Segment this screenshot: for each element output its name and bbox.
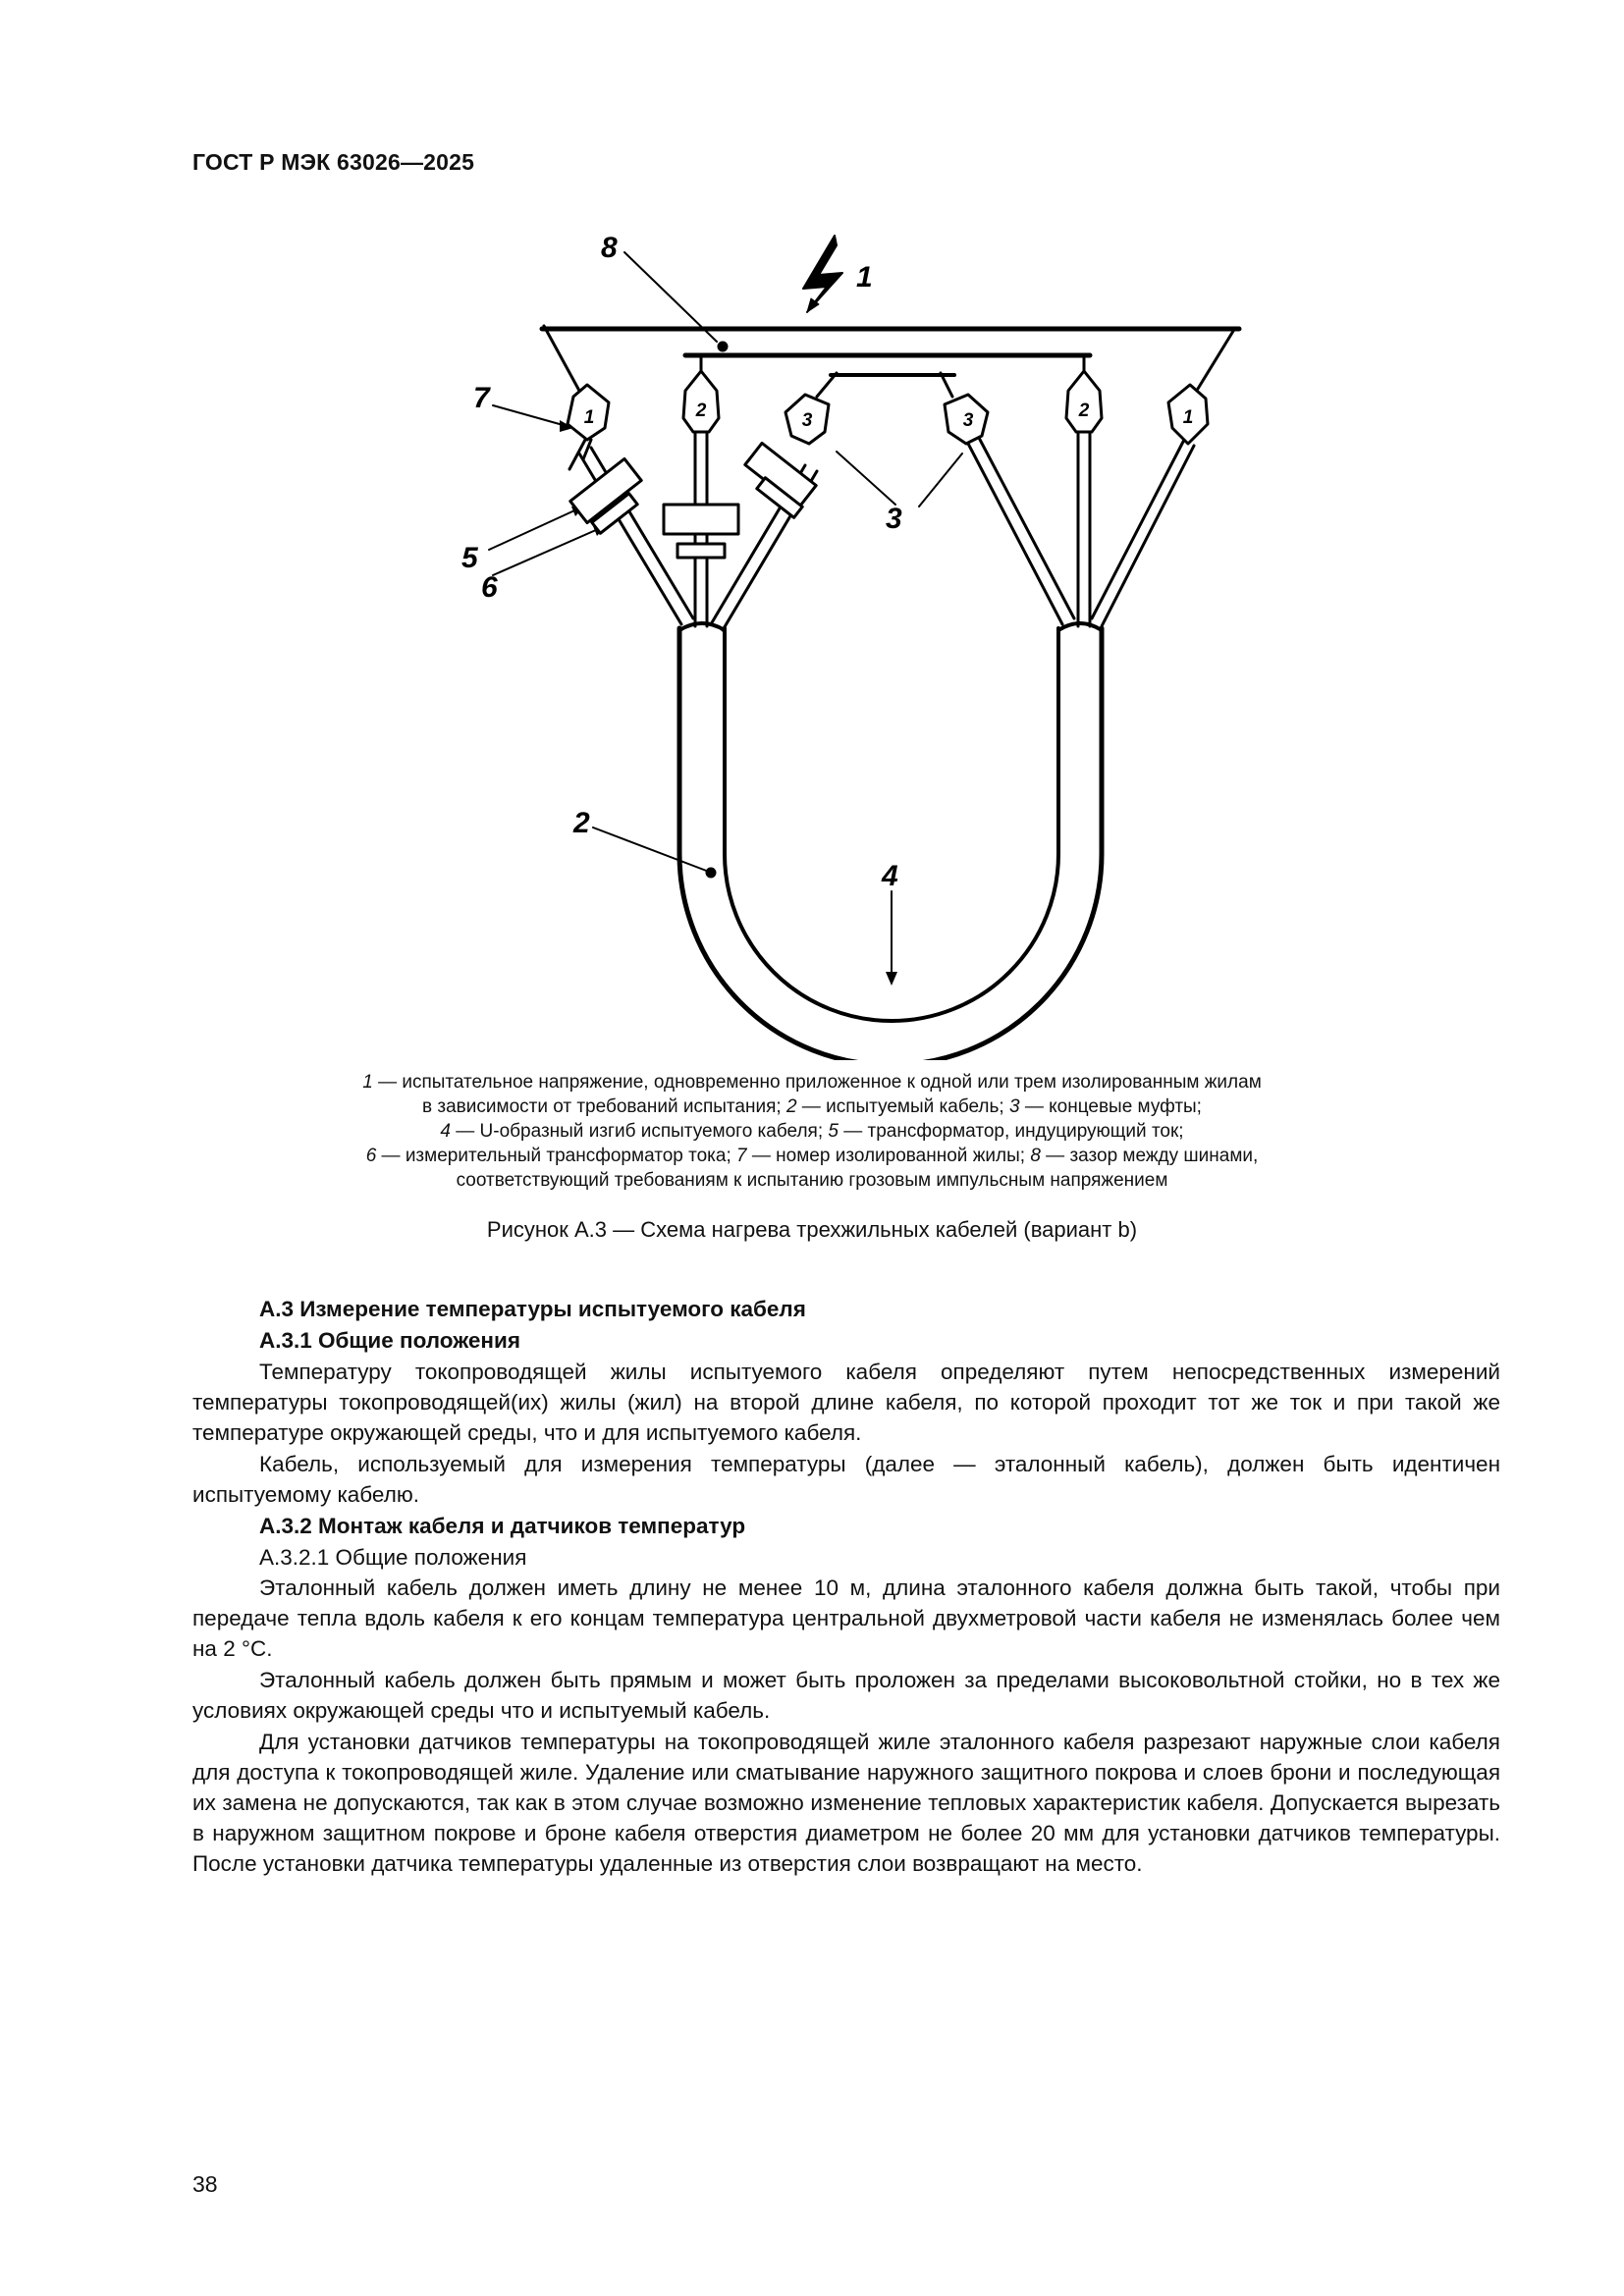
section-body — [192, 1294, 1500, 1880]
paragraph: Эталонный кабель должен иметь длину не менее 10 м, длина эталонного кабеля должна быть такой, чтобы при передаче тепла вдоль кабеля к его концам температура центральной двухметровой части кабеля не изменялась более чем на 2 °С. — [192, 1575, 1500, 1661]
callout-3: 3 — [886, 503, 902, 535]
terminal-number: 3 — [801, 410, 813, 431]
section-heading-a32: А.3.2 Монтаж кабеля и датчиков температур — [259, 1514, 746, 1538]
terminal-number: 3 — [962, 410, 974, 431]
lightning-icon — [803, 236, 842, 312]
callout-8: 8 — [601, 232, 618, 264]
callout-6: 6 — [481, 571, 498, 604]
terminal-number: 2 — [695, 400, 707, 421]
callout-5: 5 — [461, 542, 478, 574]
figure-caption: Рисунок А.3 — Схема нагрева трехжильных кабелей (вариант b) — [486, 1217, 1138, 1242]
paragraph: Температуру токопроводящей жилы испытуемого кабеля определяют путем непосредственных измерений температуры токопроводящей(их) жилы (жил) на второй длине кабеля, по которой проходит тот же ток и при такой же температуре окружающей среды, что и для испытуемого кабеля. — [192, 1360, 1500, 1445]
right-cores — [966, 432, 1194, 626]
heating-scheme-figure — [0, 0, 1624, 1060]
callout-4: 4 — [882, 860, 898, 892]
figure-legend: 1 — испытательное напряжение, одновременно приложенное к одной или трем изолированным жилам в зависимости от требований испытания; 2 — испытуемый кабель; 3 — концевые муфты; 4 — U-образный изгиб испытуемого кабеля; 5 — трансформатор, индуцирующий ток; 6 — измерительный трансформатор тока; 7 — номер изолированной жилы; 8 — зазор между шинами, соответствующий требованиям к испытанию грозовым импульсным напряжением — [362, 1072, 1262, 1191]
paragraph: Для установки датчиков температуры на токопроводящей жиле эталонного кабеля разрезают наружные слои кабеля для доступа к токопроводящей жиле. Удаление или сматывание наружного защитного покрова и слоев брони и последующая их замена не допускаются, так как в этом случае возможно изменение тепловых характеристик кабеля. Допускается вырезать в наружном защитном покрове и броне кабеля отверстия диаметром не более 20 мм для установки датчиков температуры. После установки датчика температуры удаленные из отверстия слои возвращают на место. — [192, 1730, 1500, 1876]
paragraph: Кабель, используемый для измерения температуры (далее — эталонный кабель), должен быть идентичен испытуемому кабелю. — [192, 1452, 1500, 1507]
document-header: ГОСТ Р МЭК 63026—2025 — [192, 149, 475, 175]
paragraph: Эталонный кабель должен быть прямым и может быть проложен за пределами высоковольтной стойки, но в тех же условиях окружающей среды что и испытуемый кабель. — [192, 1668, 1500, 1723]
cable-terminations — [568, 371, 1208, 444]
page-number: 38 — [192, 2171, 218, 2197]
callout-2: 2 — [573, 807, 590, 839]
u-cable-outer — [679, 628, 1102, 1060]
current-transformers — [570, 443, 816, 558]
section-heading-a321: А.3.2.1 Общие положения — [259, 1545, 527, 1570]
terminal-number: 1 — [1182, 407, 1194, 428]
section-heading-a3: А.3 Измерение температуры испытуемого кабеля — [259, 1297, 806, 1321]
terminal-number: 2 — [1078, 400, 1090, 421]
terminal-number: 1 — [583, 407, 595, 428]
callout-7: 7 — [473, 382, 490, 414]
callout-1: 1 — [856, 261, 873, 294]
section-heading-a31: А.3.1 Общие положения — [259, 1328, 520, 1353]
